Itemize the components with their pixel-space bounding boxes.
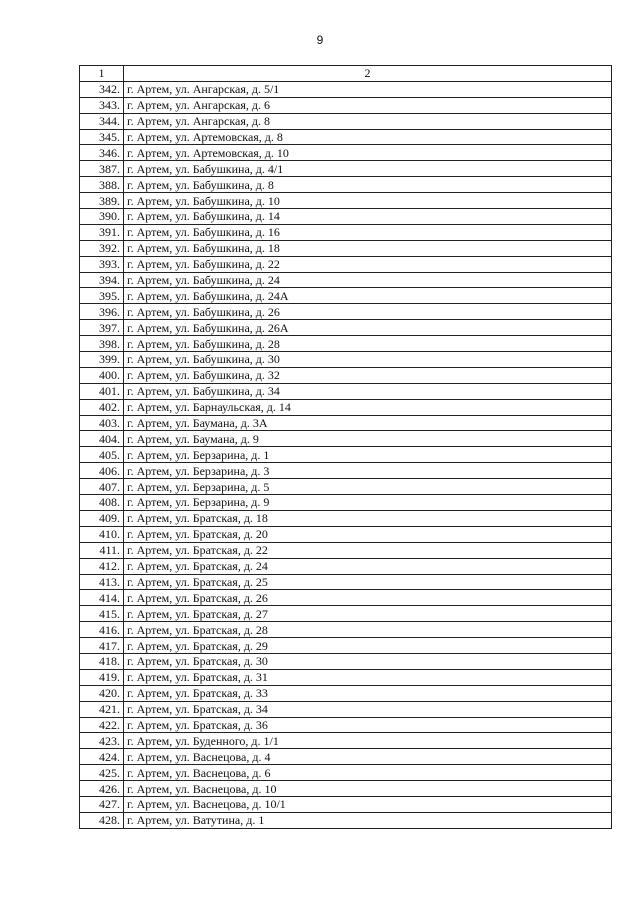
row-address: г. Артем, ул. Братская, д. 26	[124, 590, 612, 606]
row-address: г. Артем, ул. Берзарина, д. 1	[124, 447, 612, 463]
table-row	[80, 606, 612, 622]
row-address: г. Артем, ул. Братская, д. 22	[124, 542, 612, 558]
row-number: 421.	[80, 701, 124, 717]
column-header-address: 2	[124, 66, 612, 82]
table-row	[80, 701, 612, 717]
table-row	[80, 383, 612, 399]
table-row	[80, 177, 612, 193]
row-address: г. Артем, ул. Братская, д. 36	[124, 717, 612, 733]
row-address: г. Артем, ул. Буденного, д. 1/1	[124, 733, 612, 749]
row-number: 411.	[80, 542, 124, 558]
row-number: 395.	[80, 288, 124, 304]
row-number: 390.	[80, 209, 124, 225]
row-number: 422.	[80, 717, 124, 733]
table-row	[80, 367, 612, 383]
table-row	[80, 320, 612, 336]
table-row	[80, 193, 612, 209]
row-address: г. Артем, ул. Бабушкина, д. 8	[124, 177, 612, 193]
table-row	[80, 669, 612, 685]
row-number: 393.	[80, 256, 124, 272]
address-table	[79, 65, 612, 829]
table-row	[80, 240, 612, 256]
table-row	[80, 812, 612, 828]
row-address: г. Артем, ул. Ангарская, д. 6	[124, 97, 612, 113]
table-row	[80, 304, 612, 320]
row-address: г. Артем, ул. Братская, д. 29	[124, 638, 612, 654]
table-row	[80, 224, 612, 240]
table-row	[80, 145, 612, 161]
row-address: г. Артем, ул. Братская, д. 31	[124, 669, 612, 685]
table-row	[80, 796, 612, 812]
table-row	[80, 574, 612, 590]
row-address: г. Артем, ул. Братская, д. 20	[124, 526, 612, 542]
row-number: 391.	[80, 224, 124, 240]
table-row	[80, 399, 612, 415]
table-row	[80, 97, 612, 113]
row-address: г. Артем, ул. Ангарская, д. 5/1	[124, 81, 612, 97]
row-number: 404.	[80, 431, 124, 447]
row-number: 426.	[80, 781, 124, 797]
row-address: г. Артем, ул. Бабушкина, д. 22	[124, 256, 612, 272]
row-number: 389.	[80, 193, 124, 209]
table-row	[80, 161, 612, 177]
table-row	[80, 336, 612, 352]
table-row	[80, 781, 612, 797]
table-row	[80, 495, 612, 511]
row-number: 410.	[80, 526, 124, 542]
table-row	[80, 733, 612, 749]
row-number: 401.	[80, 383, 124, 399]
row-number: 413.	[80, 574, 124, 590]
row-address: г. Артем, ул. Бабушкина, д. 26А	[124, 320, 612, 336]
row-address: г. Артем, ул. Берзарина, д. 3	[124, 463, 612, 479]
table-row	[80, 526, 612, 542]
row-address: г. Артем, ул. Бабушкина, д. 18	[124, 240, 612, 256]
row-address: г. Артем, ул. Бабушкина, д. 34	[124, 383, 612, 399]
row-address: г. Артем, ул. Васнецова, д. 6	[124, 765, 612, 781]
row-number: 402.	[80, 399, 124, 415]
table-row	[80, 765, 612, 781]
table-row	[80, 113, 612, 129]
row-number: 408.	[80, 495, 124, 511]
row-number: 407.	[80, 479, 124, 495]
row-number: 406.	[80, 463, 124, 479]
table-row	[80, 256, 612, 272]
column-header-number: 1	[80, 66, 124, 82]
row-number: 423.	[80, 733, 124, 749]
row-number: 414.	[80, 590, 124, 606]
table-row	[80, 463, 612, 479]
row-number: 397.	[80, 320, 124, 336]
row-address: г. Артем, ул. Бабушкина, д. 10	[124, 193, 612, 209]
row-number: 392.	[80, 240, 124, 256]
row-address: г. Артем, ул. Братская, д. 27	[124, 606, 612, 622]
row-number: 346.	[80, 145, 124, 161]
row-number: 344.	[80, 113, 124, 129]
row-address: г. Артем, ул. Васнецова, д. 4	[124, 749, 612, 765]
row-address: г. Артем, ул. Артемовская, д. 10	[124, 145, 612, 161]
table-row	[80, 558, 612, 574]
row-number: 388.	[80, 177, 124, 193]
row-number: 345.	[80, 129, 124, 145]
row-address: г. Артем, ул. Бабушкина, д. 26	[124, 304, 612, 320]
row-address: г. Артем, ул. Бабушкина, д. 24А	[124, 288, 612, 304]
row-address: г. Артем, ул. Братская, д. 18	[124, 510, 612, 526]
table-row	[80, 209, 612, 225]
row-address: г. Артем, ул. Баумана, д. 9	[124, 431, 612, 447]
row-number: 343.	[80, 97, 124, 113]
row-address: г. Артем, ул. Ватутина, д. 1	[124, 812, 612, 828]
row-number: 419.	[80, 669, 124, 685]
row-number: 399.	[80, 352, 124, 368]
table-row	[80, 431, 612, 447]
table-row	[80, 352, 612, 368]
row-number: 420.	[80, 685, 124, 701]
row-number: 400.	[80, 367, 124, 383]
table-body	[80, 81, 612, 828]
table-row	[80, 479, 612, 495]
table-row	[80, 622, 612, 638]
row-address: г. Артем, ул. Братская, д. 28	[124, 622, 612, 638]
row-number: 398.	[80, 336, 124, 352]
table-row	[80, 717, 612, 733]
row-address: г. Артем, ул. Барнаульская, д. 14	[124, 399, 612, 415]
row-address: г. Артем, ул. Братская, д. 30	[124, 653, 612, 669]
row-number: 342.	[80, 81, 124, 97]
table-row	[80, 288, 612, 304]
row-number: 412.	[80, 558, 124, 574]
row-address: г. Артем, ул. Бабушкина, д. 32	[124, 367, 612, 383]
row-address: г. Артем, ул. Васнецова, д. 10	[124, 781, 612, 797]
row-number: 405.	[80, 447, 124, 463]
table-header-row	[80, 66, 612, 82]
row-number: 425.	[80, 765, 124, 781]
table-row	[80, 685, 612, 701]
table-row	[80, 272, 612, 288]
row-address: г. Артем, ул. Братская, д. 24	[124, 558, 612, 574]
page-number: 9	[316, 33, 324, 47]
row-address: г. Артем, ул. Берзарина, д. 5	[124, 479, 612, 495]
table-row	[80, 129, 612, 145]
row-number: 424.	[80, 749, 124, 765]
table-row	[80, 749, 612, 765]
row-address: г. Артем, ул. Братская, д. 33	[124, 685, 612, 701]
row-number: 396.	[80, 304, 124, 320]
row-address: г. Артем, ул. Братская, д. 34	[124, 701, 612, 717]
row-number: 394.	[80, 272, 124, 288]
table-row	[80, 447, 612, 463]
row-address: г. Артем, ул. Бабушкина, д. 30	[124, 352, 612, 368]
row-address: г. Артем, ул. Бабушкина, д. 4/1	[124, 161, 612, 177]
table-row	[80, 81, 612, 97]
row-address: г. Артем, ул. Ангарская, д. 8	[124, 113, 612, 129]
row-number: 416.	[80, 622, 124, 638]
row-number: 428.	[80, 812, 124, 828]
table-row	[80, 638, 612, 654]
row-address: г. Артем, ул. Бабушкина, д. 28	[124, 336, 612, 352]
row-number: 418.	[80, 653, 124, 669]
row-number: 387.	[80, 161, 124, 177]
row-address: г. Артем, ул. Братская, д. 25	[124, 574, 612, 590]
table-row	[80, 415, 612, 431]
table-row	[80, 653, 612, 669]
row-number: 409.	[80, 510, 124, 526]
row-address: г. Артем, ул. Бабушкина, д. 14	[124, 209, 612, 225]
row-number: 415.	[80, 606, 124, 622]
row-address: г. Артем, ул. Берзарина, д. 9	[124, 495, 612, 511]
table-row	[80, 590, 612, 606]
row-number: 403.	[80, 415, 124, 431]
row-address: г. Артем, ул. Артемовская, д. 8	[124, 129, 612, 145]
row-number: 427.	[80, 796, 124, 812]
row-address: г. Артем, ул. Васнецова, д. 10/1	[124, 796, 612, 812]
row-address: г. Артем, ул. Бабушкина, д. 16	[124, 224, 612, 240]
table-row	[80, 510, 612, 526]
table-row	[80, 542, 612, 558]
row-address: г. Артем, ул. Баумана, д. 3А	[124, 415, 612, 431]
row-number: 417.	[80, 638, 124, 654]
row-address: г. Артем, ул. Бабушкина, д. 24	[124, 272, 612, 288]
